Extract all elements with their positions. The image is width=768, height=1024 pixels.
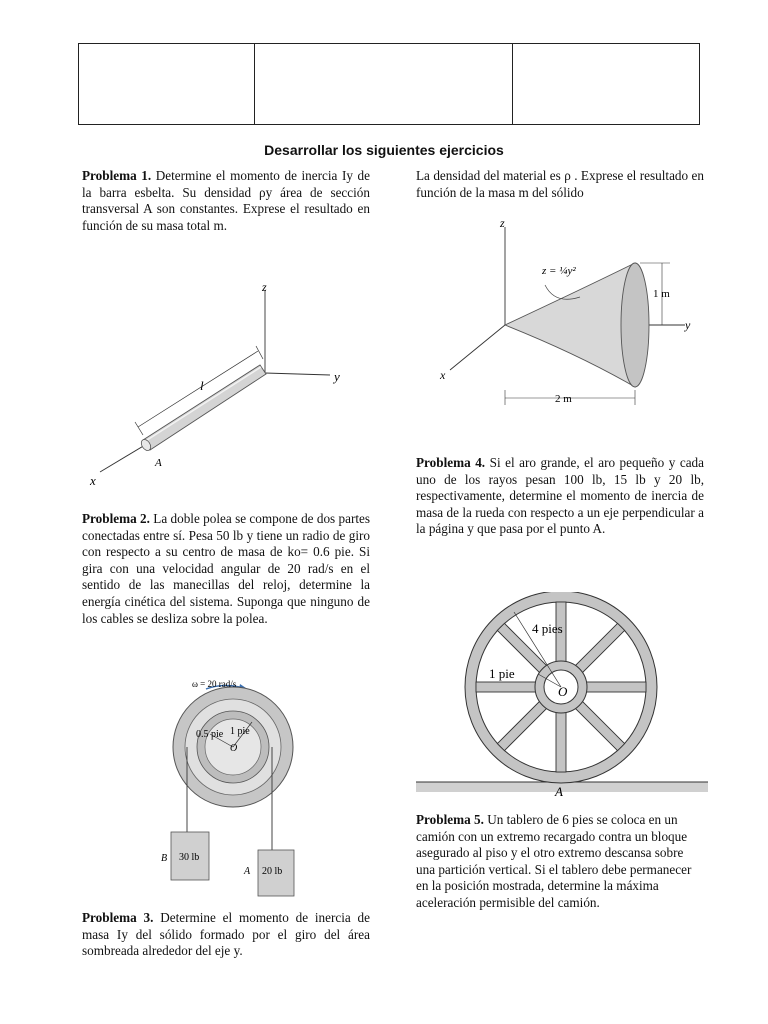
problem-1 [82, 168, 370, 234]
problem-4 [416, 455, 704, 538]
fig2-r-big-label: 1 pie [230, 726, 250, 737]
fig2-O-label: O [230, 743, 238, 754]
figure-wheel [416, 592, 708, 804]
fig4-A-label: A [555, 784, 563, 799]
problem-4-text: Si el aro grande, el aro pequeño y cada uno de los rayos pesan 100 lb, 15 lb y 20 lb, respectivamente, determine el momento de inercia de masa de la rueda con respecto a un eje perpendicular a la página y que pasa por el punto A. [416, 455, 705, 537]
header-table [78, 43, 700, 125]
problem-1-label: Problema 1. [82, 168, 152, 183]
problem-3-label: Problema 3. [82, 910, 154, 925]
header-cell [513, 44, 699, 124]
header-cell [255, 44, 513, 124]
fig3-y-label: y [685, 318, 691, 332]
fig1-y-axis [265, 373, 330, 375]
problem-2-label: Problema 2. [82, 511, 150, 526]
problem-5-text: Un tablero de 6 pies se coloca en un camión con un extremo recargado contra un bloque asegurado al piso y el otro extremo descansa sobre una partición vertical. Si el tablero debe permanecer en la posición mostrada, determine la máxima aceleración permisible del camión. [416, 812, 692, 910]
fig1-l-label: l [200, 378, 204, 393]
fig2-A-label: A [244, 866, 251, 877]
fig3-x-label: x [440, 368, 446, 382]
fig3-solid [505, 263, 635, 387]
problem-5 [416, 812, 704, 912]
fig2-omega-label: ω = 20 rad/s [192, 679, 237, 689]
fig3-x-axis [450, 325, 505, 370]
figure-solid-revolution [430, 215, 700, 415]
fig2-weight-A: 20 lb [262, 866, 283, 877]
fig3-w-label: 2 m [555, 393, 572, 405]
problem-5-label: Problema 5. [416, 812, 484, 827]
problem-3 [82, 910, 370, 960]
fig4-r-big-label: 4 pies [532, 621, 563, 636]
fig4-O-label: O [558, 684, 568, 699]
fig1-x-label: x [90, 473, 96, 488]
fig1-y-label: y [334, 369, 340, 384]
figure-slender-bar [80, 275, 360, 490]
fig4-r-small-label: 1 pie [489, 666, 515, 681]
problem-1-text: Determine el momento de inercia Iy de la barra esbelta. Su densidad ρy área de sección transversal A son constantes. Exprese el resultado en función de su masa total m. [82, 168, 370, 233]
fig1-A-label: A [155, 457, 162, 469]
fig3-solid-face [621, 263, 649, 387]
problem-3-continuation: La densidad del material es ρ . Exprese el resultado en función de la masa m del sólido [416, 168, 704, 200]
fig3-h-label: 1 m [653, 288, 670, 300]
fig3-z-label: z [500, 216, 505, 230]
problem-4-label: Problema 4. [416, 455, 486, 470]
figure-double-pulley [160, 672, 310, 912]
fig2-r-small-label: 0.5 pie [196, 729, 224, 740]
problem-2 [82, 511, 370, 627]
fig3-equation: z = ¼y² [542, 265, 576, 277]
problem-2-text: La doble polea se compone de dos partes conectadas entre sí. Pesa 50 lb y tiene un radio de giro con respecto a su centro de masa de ko= 0.6 pie. Si gira con una velocidad angular de 20 rad/s en el sentido de las manecillas del reloj, determine la energía cinética del sistema. Suponga que ninguno de los cables se desliza sobre la polea. [82, 511, 371, 626]
fig1-bar [143, 365, 266, 450]
problem-3-text: Determine el momento de inercia de masa Iy del sólido formado por el giro del área sombreada alrededor del eje y. [82, 910, 370, 959]
page-heading: Desarrollar los siguientes ejercicios [264, 142, 504, 158]
fig2-weight-B: 30 lb [179, 852, 200, 863]
fig2-B-label: B [161, 853, 168, 864]
header-cell [79, 44, 255, 124]
fig1-z-label: z [262, 280, 267, 294]
